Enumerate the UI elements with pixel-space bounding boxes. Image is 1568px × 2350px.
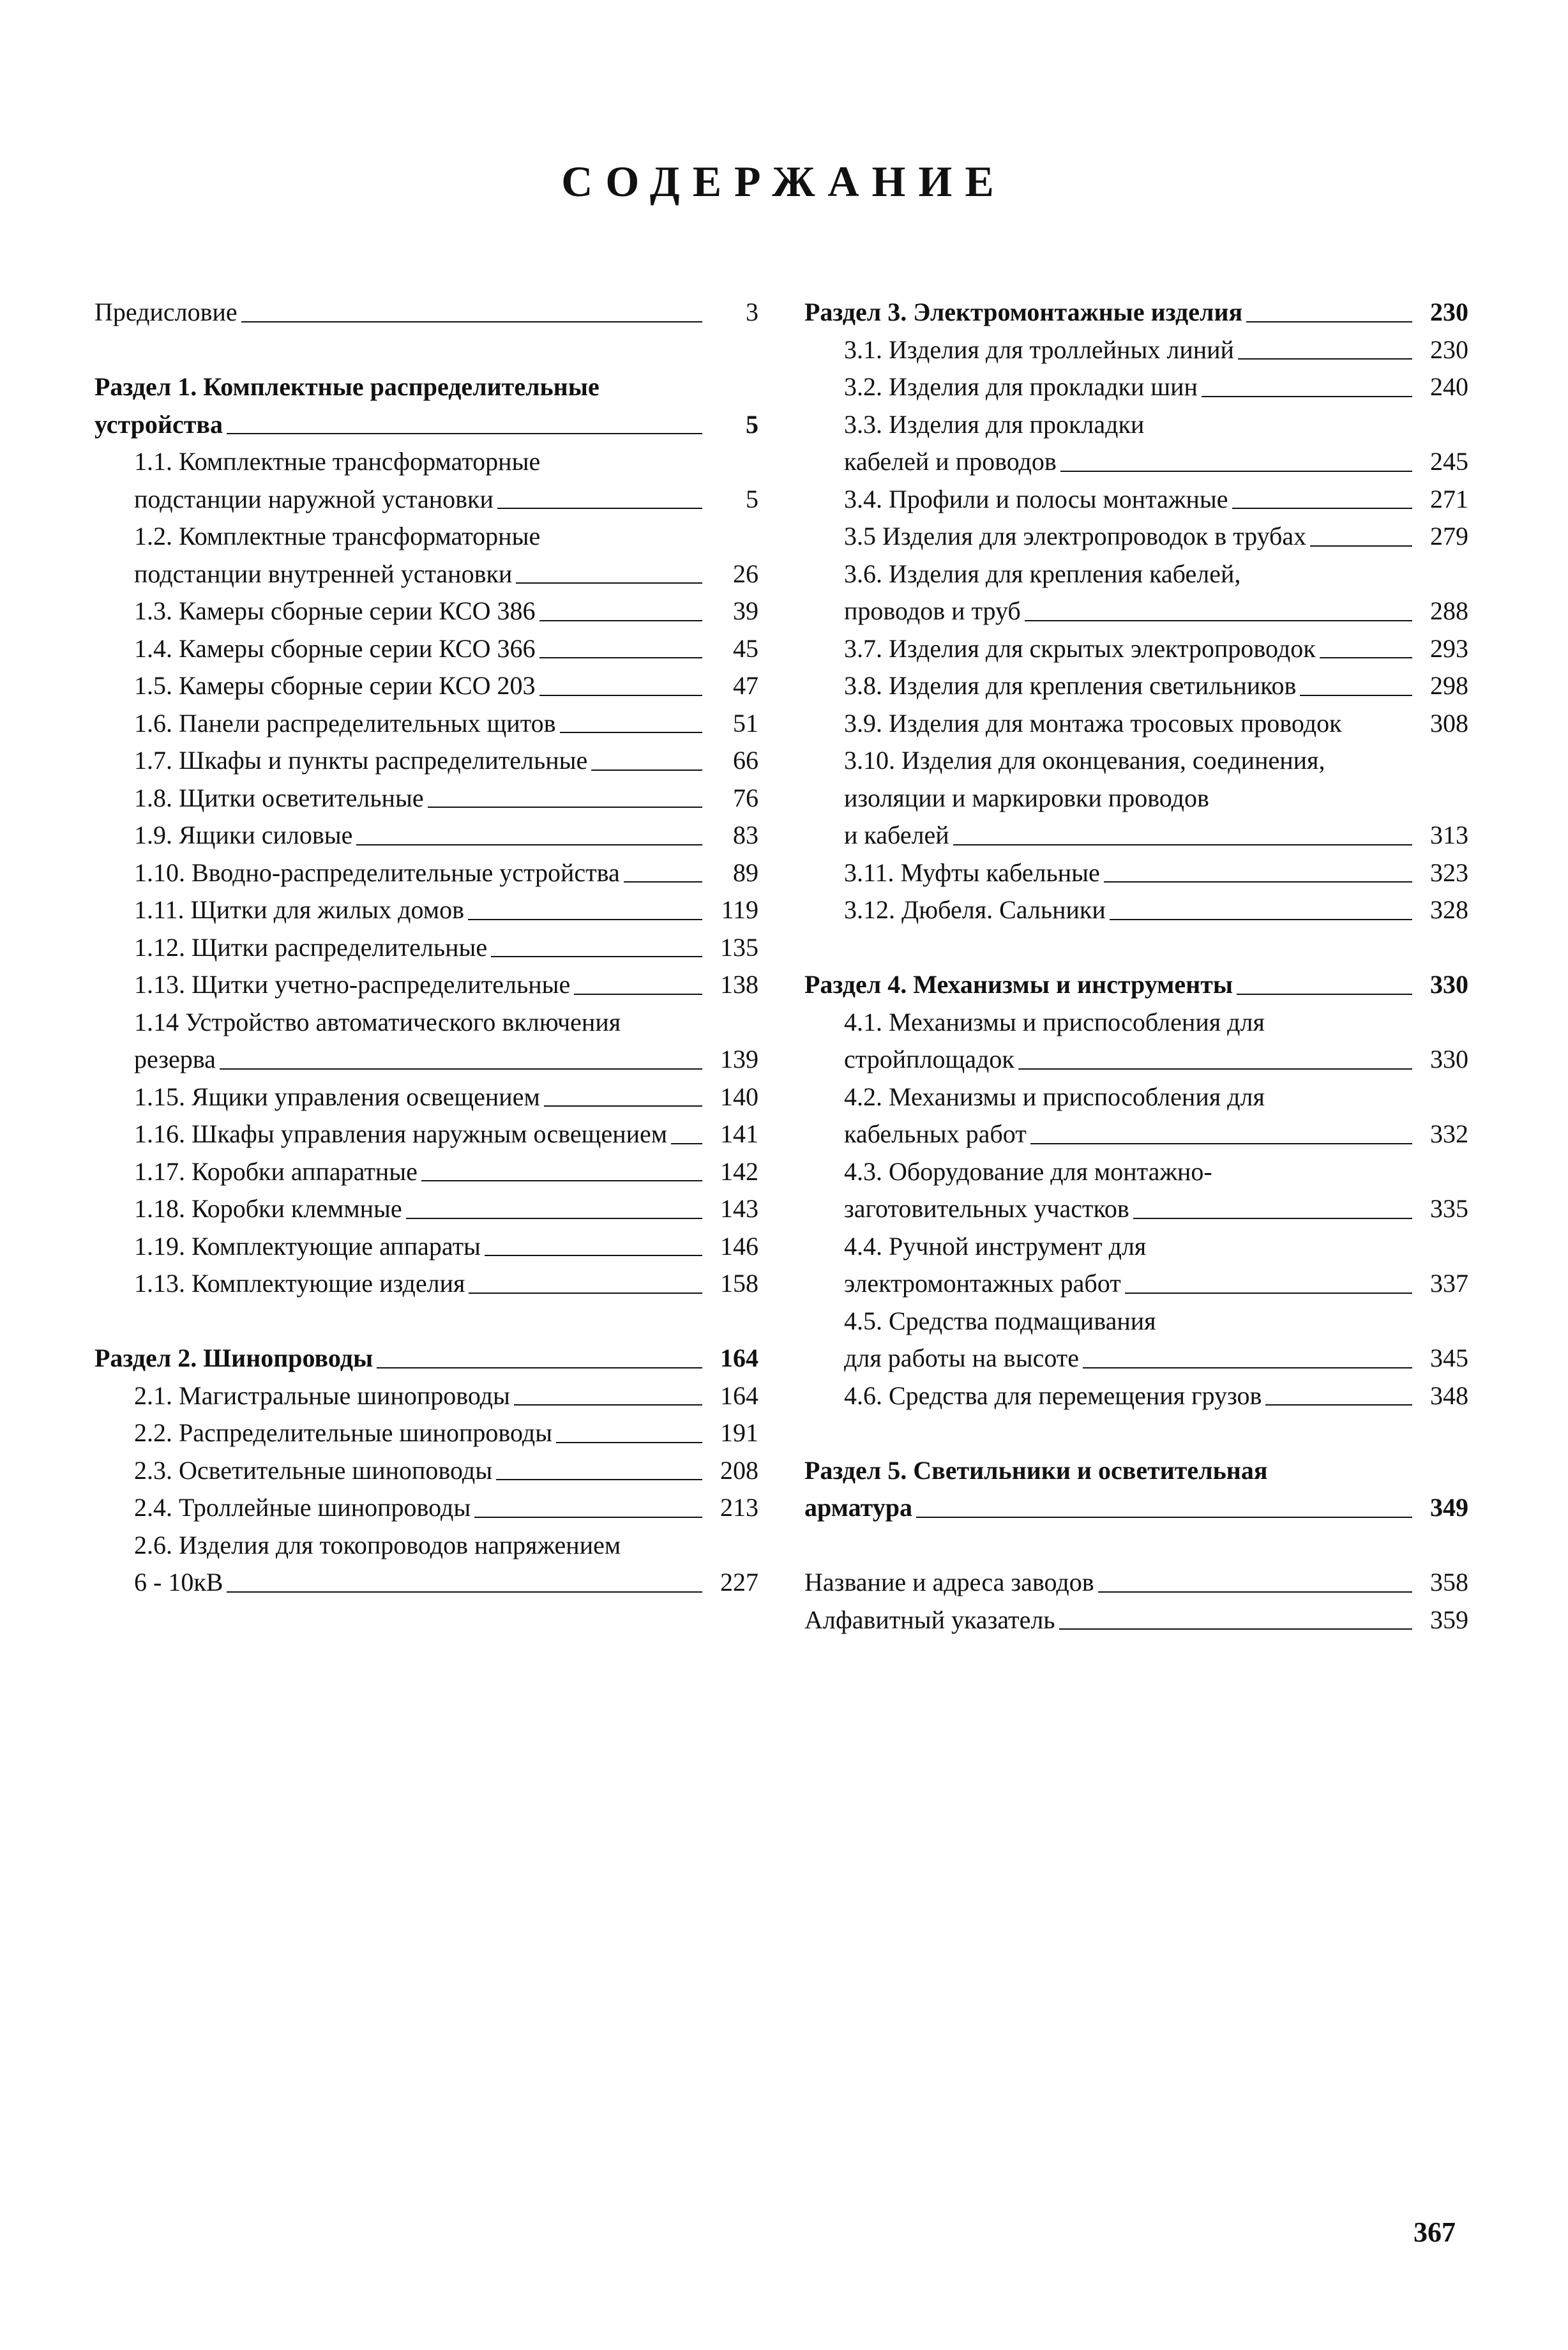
page-title: СОДЕРЖАНИЕ [561, 157, 1007, 206]
toc-page: 135 [720, 932, 758, 962]
toc-label: Название и адреса заводов [804, 1568, 1094, 1596]
toc-page: 140 [720, 1082, 758, 1111]
leader-line [220, 1068, 702, 1070]
toc-entry[interactable] [844, 518, 1468, 556]
leader-line [953, 844, 1412, 845]
toc-label: стройплощадок [844, 1045, 1014, 1073]
toc-page: 5 [746, 409, 758, 439]
toc-label: 1.19. Комплектующие аппараты [134, 1231, 481, 1261]
toc-entry[interactable] [844, 742, 1468, 854]
leader-line [556, 1442, 702, 1443]
leader-line [574, 994, 702, 995]
toc-entry[interactable] [844, 1303, 1468, 1377]
toc-page: 349 [1430, 1493, 1468, 1522]
leader-line [227, 433, 702, 434]
toc-entry[interactable] [844, 630, 1468, 668]
toc-entry[interactable] [844, 854, 1468, 892]
toc-page: 213 [720, 1493, 758, 1522]
toc-section-2-items [94, 1377, 758, 1602]
toc-label: 3.9. Изделия для монтажа тросовых проводок [844, 708, 1342, 738]
toc-page: 271 [1430, 484, 1468, 513]
toc-section-3[interactable] [804, 294, 1468, 331]
toc-entry[interactable] [134, 1377, 758, 1415]
toc-label: Алфавитный указатель [804, 1605, 1055, 1634]
toc-entry[interactable] [844, 368, 1468, 406]
toc-label: 3.5 Изделия для электропроводок в трубах [844, 522, 1307, 550]
toc-label: Раздел 4. Механизмы и инструменты [804, 970, 1233, 999]
toc-right-column [804, 294, 1468, 1639]
toc-page: 164 [720, 1344, 758, 1372]
toc-label-line: 3.3. Изделия для прокладки [844, 409, 1145, 439]
toc-label: 1.8. Щитки осветительные [134, 783, 424, 812]
toc-page: 141 [720, 1119, 758, 1148]
toc-page: 158 [720, 1269, 758, 1298]
toc-page: 47 [733, 671, 758, 700]
leader-line [1125, 1292, 1412, 1294]
leader-line [1238, 358, 1412, 360]
leader-line [916, 1517, 1412, 1518]
page-number: 367 [1413, 2217, 1456, 2248]
toc-label-line: 1.2. Комплектные трансформаторные [134, 522, 541, 550]
toc-page: 164 [720, 1381, 758, 1410]
toc-page: 146 [720, 1231, 758, 1261]
toc-page: 51 [733, 708, 758, 738]
leader-line [377, 1367, 702, 1368]
toc-entry[interactable] [134, 1228, 758, 1266]
toc-page: 143 [720, 1194, 758, 1223]
leader-line [421, 1180, 702, 1181]
toc-label: подстанции внутренней установки [134, 559, 513, 588]
toc-label: подстанции наружной установки [134, 484, 494, 513]
toc-label: 1.15. Ящики управления освещением [134, 1082, 540, 1111]
toc-page: 335 [1430, 1194, 1468, 1223]
toc-section-2[interactable] [94, 1340, 758, 1377]
toc-entry[interactable] [844, 667, 1468, 705]
toc-entry[interactable] [134, 443, 758, 518]
leader-line [491, 956, 702, 957]
toc-entry[interactable] [844, 406, 1468, 481]
toc-entry[interactable] [844, 891, 1468, 929]
toc-entry[interactable] [134, 705, 758, 743]
toc-label: 1.12. Щитки распределительные [134, 932, 488, 962]
toc-page: 3 [746, 298, 758, 326]
toc-entry-factories[interactable] [804, 1564, 1468, 1602]
toc-entry[interactable] [134, 780, 758, 817]
toc-entry[interactable] [134, 742, 758, 780]
toc-entry[interactable] [134, 1079, 758, 1116]
toc-label-line: 4.5. Средства подмащивания [844, 1306, 1156, 1335]
leader-line [539, 620, 702, 621]
toc-entry[interactable] [134, 1153, 758, 1191]
toc-page: 83 [733, 821, 758, 849]
toc-label: 2.3. Осветительные шиноповоды [134, 1455, 493, 1485]
leader-line [560, 732, 702, 733]
toc-page: 240 [1430, 372, 1468, 401]
toc-label: 6 - 10кВ [134, 1568, 223, 1596]
toc-label: 3.8. Изделия для крепления светильников [844, 671, 1297, 700]
toc-page: 332 [1430, 1119, 1468, 1148]
toc-entry[interactable] [134, 1116, 758, 1153]
toc-label: 1.6. Панели распределительных щитов [134, 708, 556, 738]
toc-entry[interactable] [844, 705, 1468, 743]
leader-line [1232, 508, 1412, 509]
toc-page: 298 [1430, 671, 1468, 700]
toc-page: 328 [1430, 895, 1468, 924]
leader-line [1083, 1367, 1412, 1368]
leader-line [356, 844, 702, 845]
leader-line [485, 1255, 702, 1256]
toc-entry[interactable] [134, 1489, 758, 1527]
toc-entry[interactable] [844, 331, 1468, 369]
toc-label: 1.9. Ящики силовые [134, 821, 353, 849]
toc-label: 1.13. Комплектующие изделия [134, 1269, 465, 1298]
toc-label: 3.4. Профили и полосы монтажные [844, 484, 1228, 513]
toc-section-3-items [804, 331, 1468, 929]
toc-section-5[interactable] [804, 1452, 1468, 1527]
toc-label: 2.1. Магистральные шинопроводы [134, 1381, 510, 1410]
toc-label-line: 1.14 Устройство автоматического включения [134, 1007, 621, 1036]
leader-line [241, 321, 702, 322]
leader-line [1060, 471, 1412, 472]
toc-left-column [94, 294, 758, 1602]
toc-entry[interactable] [844, 481, 1468, 519]
leader-line [1320, 657, 1412, 658]
toc-label: 1.5. Камеры сборные серии КСО 203 [134, 671, 536, 700]
leader-line [497, 508, 702, 509]
toc-entry[interactable] [134, 1414, 758, 1452]
toc-section-4[interactable] [804, 966, 1468, 1004]
leader-line [1265, 1404, 1412, 1406]
toc-label: электромонтажных работ [844, 1269, 1121, 1298]
toc-label-line: 4.1. Механизмы и приспособления для [844, 1007, 1265, 1036]
leader-line [1237, 994, 1412, 995]
toc-page: 288 [1430, 596, 1468, 625]
toc-label-line: Раздел 1. Комплектные распределительные [94, 372, 599, 401]
toc-label: 2.4. Троллейные шинопроводы [134, 1493, 471, 1522]
toc-entry-index[interactable] [804, 1602, 1468, 1639]
toc-page: 208 [720, 1455, 758, 1485]
toc-label: резерва [134, 1045, 216, 1073]
toc-label: и кабелей [844, 821, 949, 849]
toc-label: 2.2. Распределительные шинопроводы [134, 1418, 553, 1447]
toc-label: арматура [804, 1493, 912, 1522]
toc-label-line: 4.4. Ручной инструмент для [844, 1231, 1147, 1261]
toc-page: 308 [1430, 708, 1468, 738]
toc-label: кабельных работ [844, 1119, 1027, 1148]
toc-entry[interactable] [844, 1079, 1468, 1153]
toc-entry[interactable] [134, 1265, 758, 1303]
toc-label-line: Раздел 5. Светильники и осветительная [804, 1455, 1268, 1485]
toc-label: 1.16. Шкафы управления наружным освещением [134, 1119, 668, 1148]
toc-page: 245 [1430, 447, 1468, 476]
toc-entry[interactable] [844, 1377, 1468, 1415]
toc-label: устройства [94, 409, 223, 439]
toc-entry[interactable] [134, 1527, 758, 1602]
toc-page: 330 [1430, 1045, 1468, 1073]
leader-line [1202, 396, 1412, 397]
leader-line [591, 769, 702, 771]
toc-entry[interactable] [844, 556, 1468, 630]
toc-page: 119 [721, 895, 758, 924]
toc-page: 227 [720, 1568, 758, 1596]
toc-entry-preface[interactable] [94, 294, 758, 331]
toc-page: 337 [1430, 1269, 1468, 1298]
toc-label: для работы на высоте [844, 1344, 1080, 1372]
toc-page: 39 [733, 596, 758, 625]
toc-label: Раздел 2. Шинопроводы [94, 1344, 373, 1372]
leader-line [1104, 881, 1412, 883]
toc-label: 3.2. Изделия для прокладки шин [844, 372, 1198, 401]
toc-section-1[interactable] [94, 368, 758, 443]
toc-page: 358 [1430, 1568, 1468, 1596]
leader-line [514, 1404, 702, 1406]
leader-line [624, 881, 702, 883]
toc-page: 323 [1430, 858, 1468, 887]
toc-page: 138 [720, 970, 758, 999]
leader-line [1059, 1628, 1412, 1630]
toc-entry[interactable] [134, 1004, 758, 1079]
leader-line [469, 1292, 702, 1294]
toc-entry[interactable] [134, 817, 758, 854]
toc-label: кабелей и проводов [844, 447, 1057, 476]
toc-label: 3.7. Изделия для скрытых электропроводок [844, 633, 1316, 663]
toc-page: 348 [1430, 1381, 1468, 1410]
leader-line [406, 1218, 702, 1219]
toc-page: 313 [1430, 821, 1468, 849]
leader-line [1018, 1068, 1412, 1070]
toc-label: 1.3. Камеры сборные серии КСО 386 [134, 596, 536, 625]
toc-entry[interactable] [134, 630, 758, 668]
toc-page: 330 [1430, 970, 1468, 999]
toc-page: 279 [1430, 522, 1468, 550]
toc-label: 3.12. Дюбеля. Сальники [844, 895, 1106, 924]
leader-line [539, 657, 702, 658]
toc-page: 139 [720, 1045, 758, 1073]
leader-line [1110, 919, 1412, 920]
toc-label: 1.7. Шкафы и пункты распределительные [134, 746, 588, 775]
leader-line [1246, 321, 1412, 322]
toc-label-line: 4.2. Механизмы и приспособления для [844, 1082, 1265, 1111]
leader-line [516, 582, 702, 584]
toc-label: Раздел 3. Электромонтажные изделия [804, 298, 1243, 326]
toc-label: 1.18. Коробки клеммные [134, 1194, 402, 1223]
leader-line [1030, 1143, 1412, 1144]
toc-page: 230 [1430, 335, 1468, 364]
toc-entry[interactable] [134, 667, 758, 705]
leader-line [474, 1517, 702, 1518]
leader-line [671, 1143, 702, 1144]
toc-page: 76 [733, 783, 758, 812]
leader-line [544, 1105, 702, 1107]
toc-page: 191 [720, 1418, 758, 1447]
toc-label: Предисловие [94, 298, 237, 326]
leader-line [1133, 1218, 1412, 1219]
leader-line [1098, 1591, 1412, 1593]
toc-page: 45 [733, 633, 758, 663]
toc-section-1-items [94, 443, 758, 1303]
toc-label-line: 3.10. Изделия для оконцевания, соединения, [844, 746, 1325, 775]
toc-entry[interactable] [844, 1153, 1468, 1228]
leader-line [1310, 545, 1412, 547]
toc-entry[interactable] [134, 1190, 758, 1228]
toc-page: 142 [720, 1156, 758, 1186]
leader-line [1346, 732, 1412, 733]
toc-page: 345 [1430, 1344, 1468, 1372]
toc-entry[interactable] [844, 1004, 1468, 1079]
leader-line [1025, 620, 1412, 621]
toc-label: 4.6. Средства для перемещения грузов [844, 1381, 1262, 1410]
toc-label-line: изоляции и маркировки проводов [844, 783, 1209, 812]
toc-label: заготовительных участков [844, 1194, 1129, 1223]
toc-label: 3.1. Изделия для троллейных линий [844, 335, 1234, 364]
toc-label-line: 1.1. Комплектные трансформаторные [134, 447, 541, 476]
toc-entry[interactable] [134, 966, 758, 1004]
toc-label: 1.11. Щитки для жилых домов [134, 895, 464, 924]
toc-section-4-items [804, 1004, 1468, 1415]
toc-page: 89 [733, 858, 758, 887]
toc-label: 1.13. Щитки учетно-распределительные [134, 970, 571, 999]
toc-entry[interactable] [134, 1452, 758, 1490]
leader-line [428, 807, 702, 808]
leader-line [468, 919, 702, 920]
toc-page: 26 [733, 559, 758, 588]
toc-entry[interactable] [134, 891, 758, 929]
leader-line [1300, 695, 1412, 696]
toc-label-line: 4.3. Оборудование для монтажно- [844, 1156, 1212, 1186]
toc-entry[interactable] [134, 854, 758, 892]
toc-label-line: 2.6. Изделия для токопроводов напряжением [134, 1530, 621, 1559]
toc-entry[interactable] [844, 1228, 1468, 1303]
leader-line [496, 1479, 702, 1480]
toc-label: 1.4. Камеры сборные серии КСО 366 [134, 633, 536, 663]
toc-page: 230 [1430, 298, 1468, 326]
toc-page: 66 [733, 746, 758, 775]
toc-entry[interactable] [134, 929, 758, 967]
toc-entry[interactable] [134, 593, 758, 630]
toc-label: 1.17. Коробки аппаратные [134, 1156, 418, 1186]
toc-label: проводов и труб [844, 596, 1021, 625]
leader-line [539, 695, 702, 696]
toc-page: 5 [746, 484, 758, 513]
toc-label-line: 3.6. Изделия для крепления кабелей, [844, 559, 1241, 588]
toc-page: 293 [1430, 633, 1468, 663]
toc-entry[interactable] [134, 518, 758, 593]
toc-label: 1.10. Вводно-распределительные устройства [134, 858, 620, 887]
toc-page: 359 [1430, 1605, 1468, 1634]
toc-label: 3.11. Муфты кабельные [844, 858, 1100, 887]
leader-line [227, 1591, 702, 1593]
